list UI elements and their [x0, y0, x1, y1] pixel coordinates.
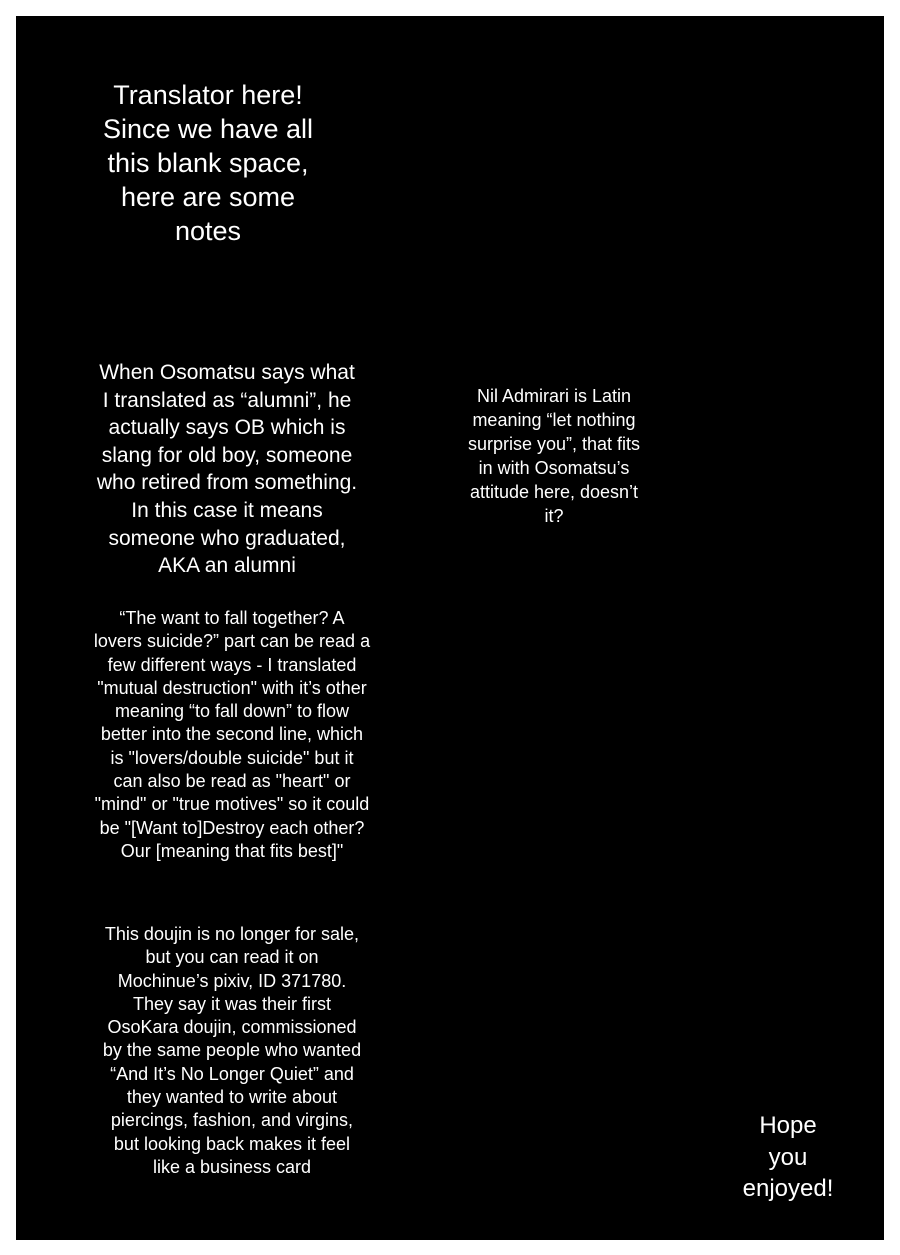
black-page-panel — [16, 16, 884, 1240]
doujin-info-note: This doujin is no longer for sale, but you can read it on Mochinue’s pixiv, ID 371780. They say it was their first OsoKara doujin, commissioned by the same people who wanted “And It’s No Longer Quiet” and they wanted to write about piercings, fashion, and virgins, but looking back makes it feel like a business card — [102, 924, 362, 1177]
lovers-suicide-note: “The want to fall together? A lovers suicide?” part can be read a few different ways - I translated "mutual destruction" with it’s other meaning “to fall down” to flow better into the second line, which is "lovers/double suicide" but it can also be read as "heart" or "mind" or "true motives" so it could be "[Want to]Destroy each other? Our [meaning that fits best]" — [93, 608, 371, 861]
translator-intro-note: Translator here! Since we have all this blank space, here are some notes — [102, 80, 314, 246]
nil-admirari-note: Nil Admirari is Latin meaning “let nothing surprise you”, that fits in with Osomatsu’s attitude here, doesn’t it? — [467, 386, 641, 526]
alumni-note: When Osomatsu says what I translated as “alumni”, he actually says OB which is slang for old boy, someone who retired from something. In this case it means someone who graduated, AKA an alumni — [96, 361, 358, 578]
closing-note: Hope you enjoyed! — [742, 1112, 834, 1202]
